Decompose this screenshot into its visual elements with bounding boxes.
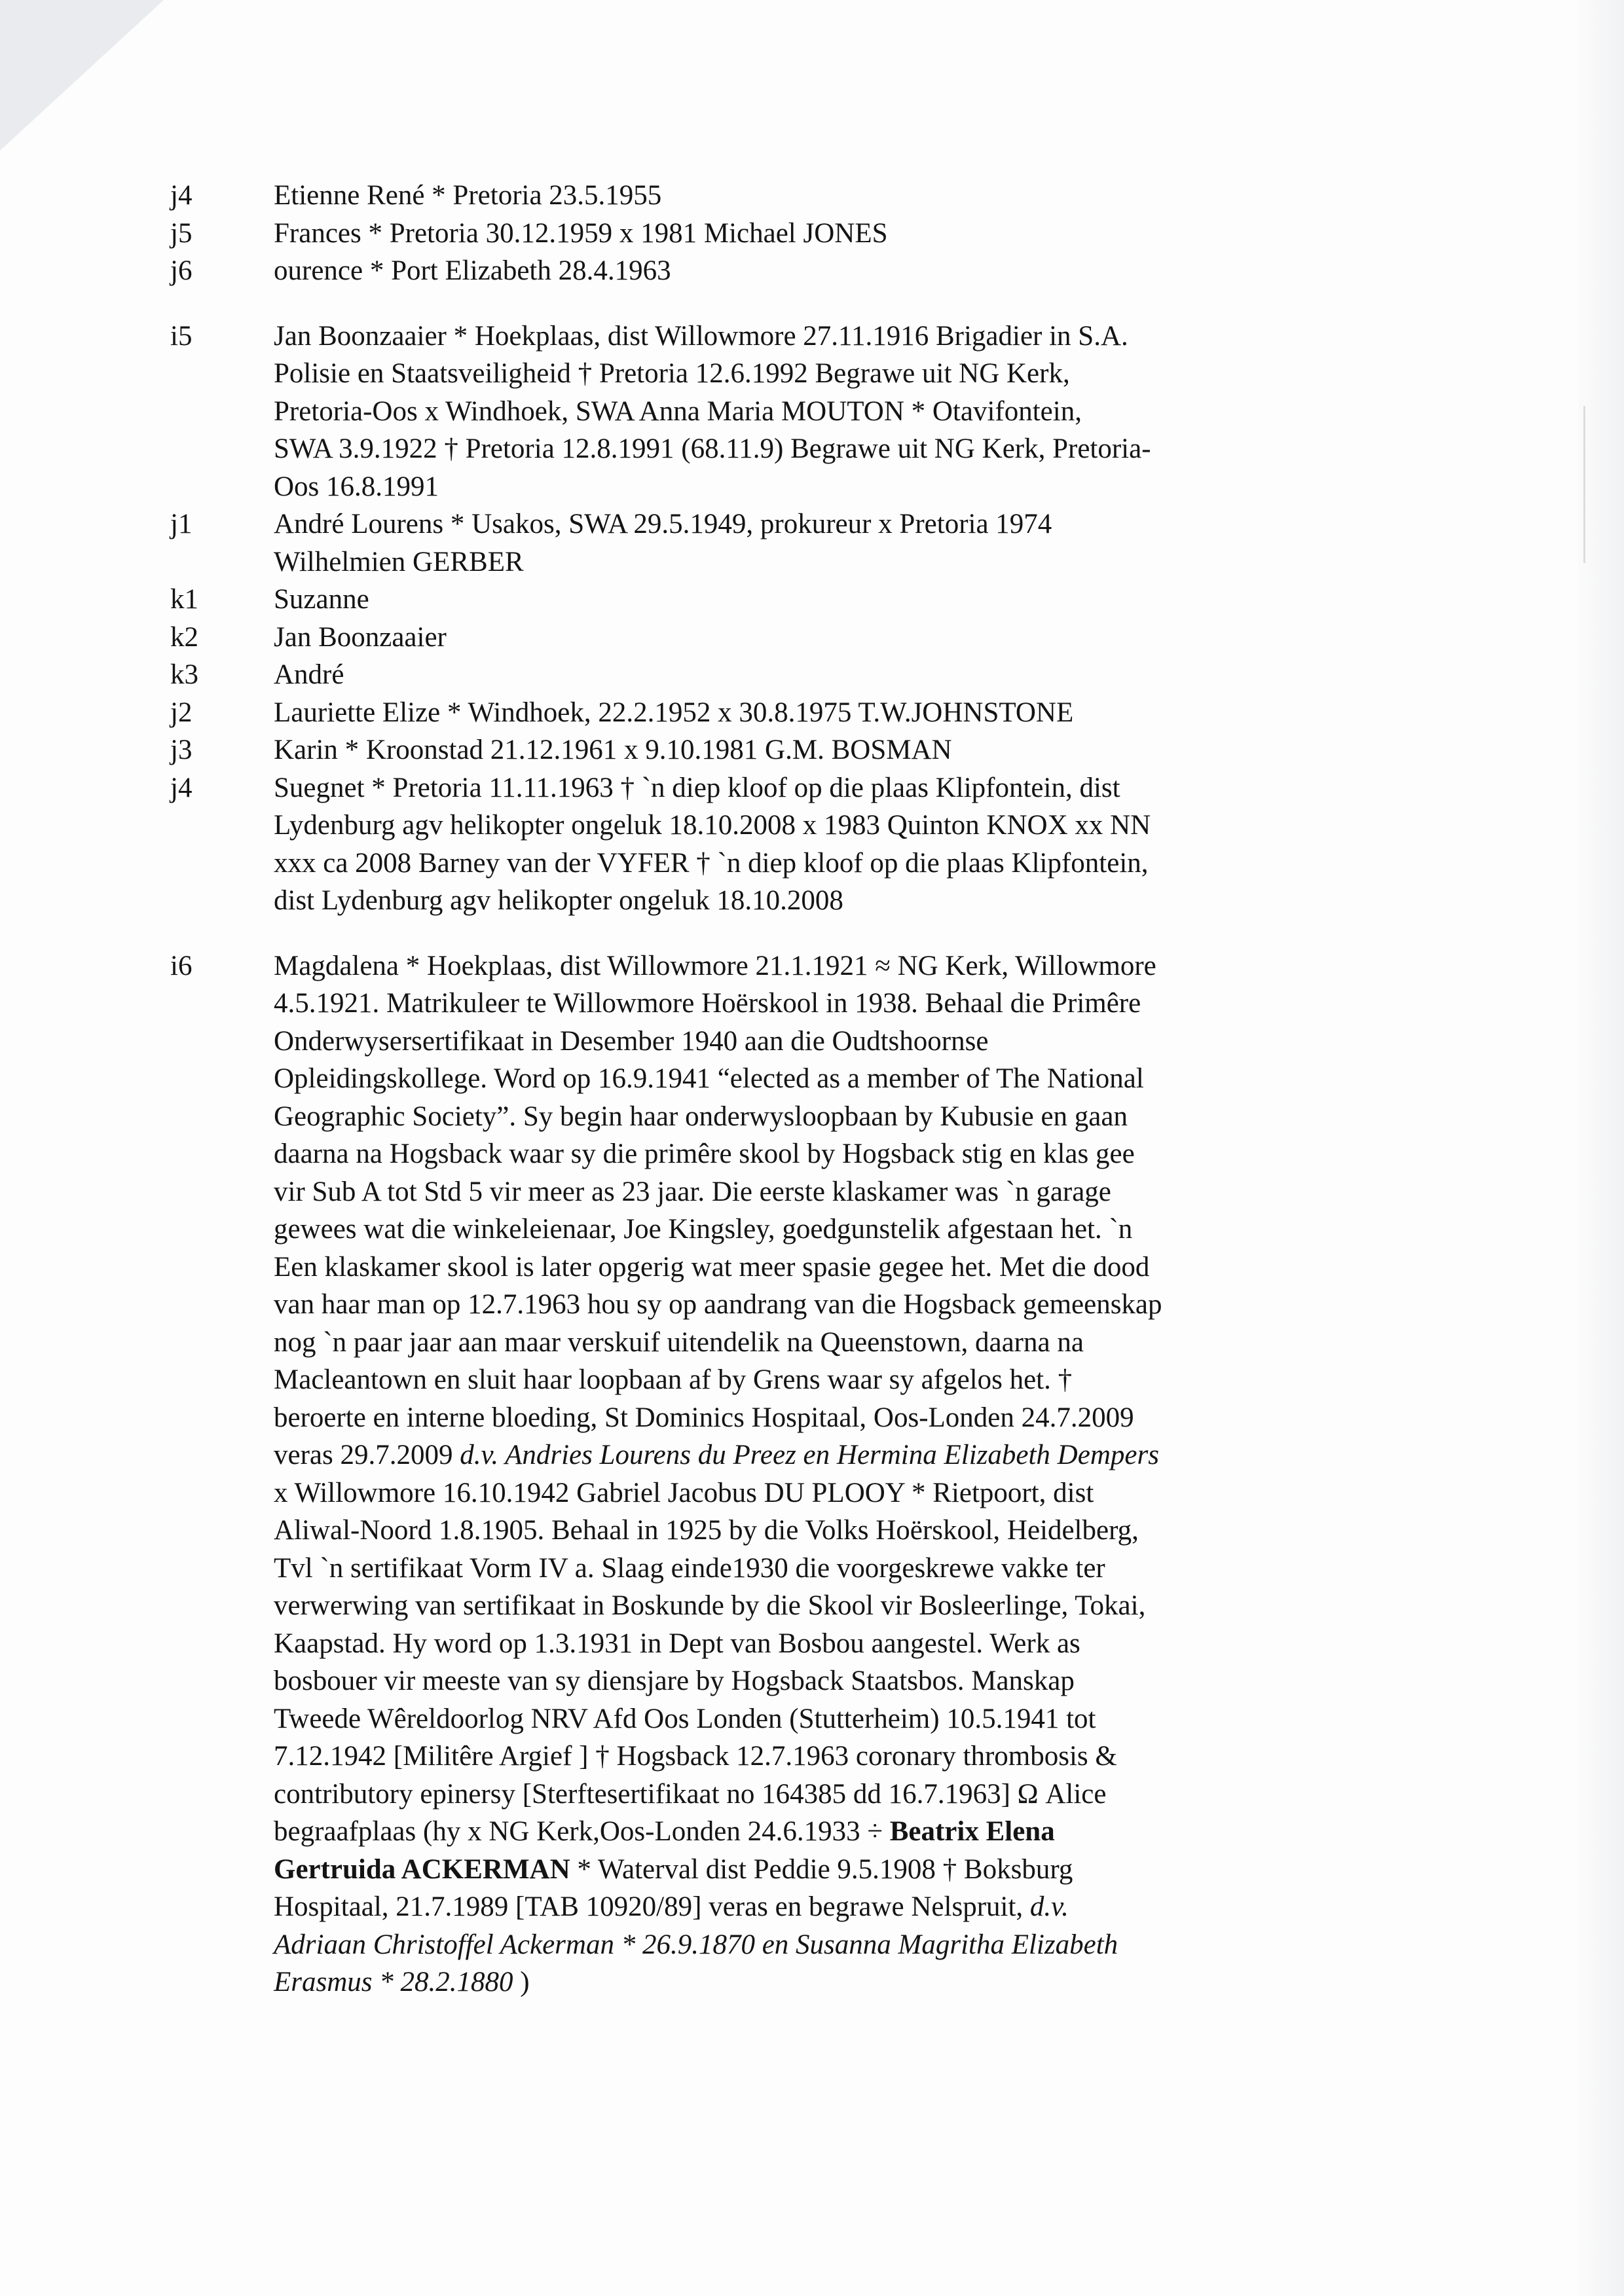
entry-text: Jan Boonzaaier * Hoekplaas, dist Willowmore 27.11.1916 Brigadier in S.A. Polisie en Staatsveiligheid † Pretoria 12.6.1992 Begrawe uit NG Kerk, Pretoria-Oos x Windhoek, SWA Anna Maria MOUTON * Otavifontein, SWA 3.9.1922 † Pretoria 12.8.1991 (68.11.9) Begrawe uit NG Kerk, Pretoria- Oos 16.8.1991 bbox=[274, 320, 1151, 502]
entry-j4-etienne bbox=[170, 177, 1323, 215]
entry-code: k1 bbox=[170, 584, 198, 615]
entry-j3-karin bbox=[170, 731, 1323, 769]
entry-text: Suegnet * Pretoria 11.11.1963 † `n diep kloof op die plaas Klipfontein, dist Lydenburg agv helikopter ongeluk 18.10.2008 x 1983 Quinton KNOX xx NN xxx ca 2008 Barney van der VYFER † `n diep kloof op die plaas Klipfontein, dist Lydenburg agv helikopter ongeluk 18.10.2008 bbox=[274, 772, 1151, 916]
entry-code: j6 bbox=[170, 255, 193, 286]
entry-text: Jan Boonzaaier bbox=[274, 621, 447, 653]
first-wife-parents: d.v. Adriaan Christoffel Ackerman * 26.9.1870 en Susanna Magritha Elizabeth Erasmus * 28.2.1880 bbox=[274, 1891, 1118, 1997]
folded-corner bbox=[0, 0, 164, 151]
page-right-edge bbox=[1578, 0, 1624, 2296]
entry-text: ourence * Port Elizabeth 28.4.1963 bbox=[274, 255, 671, 286]
entry-j5-frances bbox=[170, 215, 1323, 253]
entry-code: j4 bbox=[170, 180, 193, 211]
entry-code: j5 bbox=[170, 217, 193, 249]
entry-code: i6 bbox=[170, 950, 193, 981]
entry-code: j4 bbox=[170, 772, 193, 803]
entry-j2-lauriette bbox=[170, 694, 1323, 732]
entry-j6-lourence bbox=[170, 252, 1323, 290]
entry-code: i5 bbox=[170, 320, 193, 352]
entry-text bbox=[274, 947, 1323, 2001]
entry-text: André Lourens * Usakos, SWA 29.5.1949, prokureur x Pretoria 1974 Wilhelmien GERBER bbox=[274, 509, 1052, 577]
entry-i6-magdalena bbox=[170, 947, 1323, 2001]
entry-code: j2 bbox=[170, 697, 193, 728]
first-wife-details: * Waterval dist Peddie 9.5.1908 † Boksburg Hospitaal, 21.7.1989 [TAB 10920/89] veras en begrawe Nelspruit, bbox=[274, 1853, 1073, 1922]
spouse-first-wife-name: Beatrix Elena Gertruida ACKERMAN bbox=[274, 1816, 1055, 1885]
entry-code: k2 bbox=[170, 621, 198, 653]
entry-j4-suegnet bbox=[170, 769, 1323, 920]
magdalena-biography: Magdalena * Hoekplaas, dist Willowmore 21.1.1921 ≈ NG Kerk, Willowmore 4.5.1921. Matrikuleer te Willowmore Hoërskool in 1938. Behaal die Primêre Onderwysersertifikaat in Desember 1940 aan die Oudtshoornse Opleidingskollege. Word op 16.9.1941 “elected as a member of The National Geographic Society”. Sy begin haar onderwysloopbaan by Kubusie en gaan daarna na Hogsback waar sy die primêre skool by Hogsback stig en klas gee vir Sub A tot Std 5 vir meer as 23 jaar. Die eerste klaskamer was `n garage gewees wat die winkeleienaar, Joe Kingsley, goedgunstelik afgestaan het. `n Een klaskamer skool is later opgerig wat meer spasie gegee het. Met die dood van haar man op 12.7.1963 hou sy op aandrang van die Hogsback gemeenskap nog `n paar jaar aan maar verskuif uitendelik na Queenstown, daarna na Macleantown en sluit haar loopbaan af by Grens waar sy afgelos het. † beroerte en interne bloeding, St Dominics Hospitaal, Oos-Londen 24.7.2009 veras 29.7.2009 bbox=[274, 950, 1162, 1470]
entry-code: k3 bbox=[170, 659, 198, 690]
entry-text: Suzanne bbox=[274, 584, 369, 615]
closing-parenthesis: ) bbox=[520, 1967, 530, 1997]
entry-text: Karin * Kroonstad 21.12.1961 x 9.10.1981 G.M. BOSMAN bbox=[274, 735, 952, 765]
edge-mark bbox=[1583, 406, 1585, 563]
entry-code: j3 bbox=[170, 735, 193, 765]
genealogy-text bbox=[170, 177, 1323, 2001]
entry-text: André bbox=[274, 659, 344, 690]
magdalena-parents: d.v. Andries Lourens du Preez en Hermina Elizabeth Dempers bbox=[460, 1440, 1159, 1470]
entry-text: Frances * Pretoria 30.12.1959 x 1981 Michael JONES bbox=[274, 217, 888, 249]
entry-k1-suzanne bbox=[170, 581, 1323, 619]
entry-k3-andre bbox=[170, 656, 1323, 694]
entry-i5-jan bbox=[170, 318, 1323, 506]
entry-text: Etienne René * Pretoria 23.5.1955 bbox=[274, 180, 662, 211]
entry-code: j1 bbox=[170, 509, 193, 539]
entry-text: Lauriette Elize * Windhoek, 22.2.1952 x 30.8.1975 T.W.JOHNSTONE bbox=[274, 697, 1074, 728]
marriage-and-spouse-biography: x Willowmore 16.10.1942 Gabriel Jacobus DU PLOOY * Rietpoort, dist Aliwal-Noord 1.8.1905. Behaal in 1925 by die Volks Hoërskool, Heidelberg, Tvl `n sertifikaat Vorm IV a. Slaag einde1930 die voorgeskrewe vakke ter verwerwing van sertifikaat in Boskunde by die Skool vir Bosleerlinge, Tokai, Kaapstad. Hy word op 1.3.1931 in Dept van Bosbou aangestel. Werk as bosbouer vir meeste van sy diensjare by Hogsback Staatsbos. Manskap Tweede Wêreldoorlog NRV Afd Oos Londen (Stutterheim) 10.5.1941 tot 7.12.1942 [Militêre Argief ] † Hogsback 12.7.1963 coronary thrombosis & contributory epinersy [Sterftesertifikaat no 164385 dd 16.7.1963] Ω Alice begraafplaas (hy x NG Kerk,Oos-Londen 24.6.1933 ÷ bbox=[274, 1477, 1146, 1847]
entry-j1-andre bbox=[170, 505, 1323, 581]
entry-k2-jan bbox=[170, 619, 1323, 657]
